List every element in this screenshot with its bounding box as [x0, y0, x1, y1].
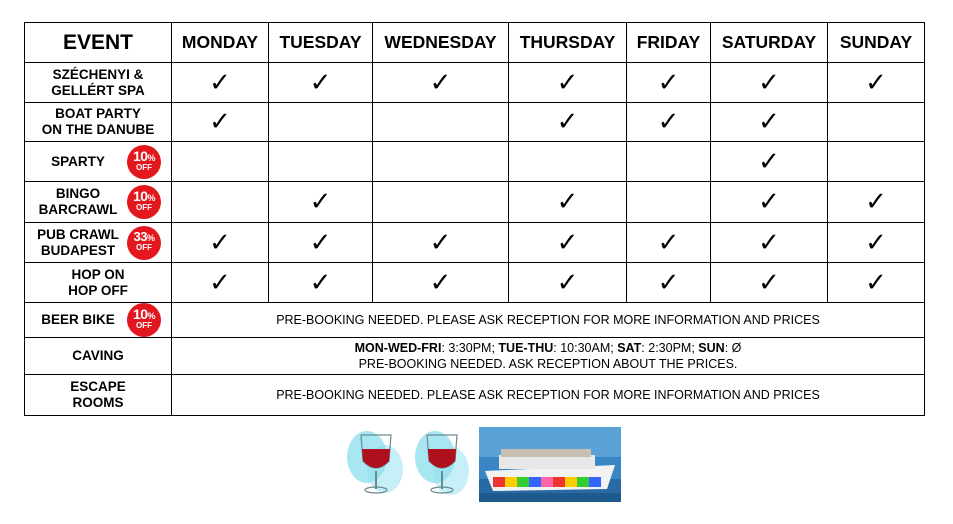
- caving-price-note: PRE-BOOKING NEEDED. ASK RECEPTION ABOUT THE PRICES.: [358, 357, 738, 371]
- day-cell: [269, 263, 373, 303]
- event-label-line1: PUB CRAWL: [37, 226, 119, 242]
- day-header-wednesday: WEDNESDAY: [373, 23, 509, 63]
- day-cell: [269, 63, 373, 103]
- day-cell: [269, 223, 373, 263]
- checkmark-icon: ✓: [865, 187, 887, 217]
- day-cell: [509, 103, 627, 142]
- escape-row: [25, 375, 925, 416]
- checkmark-icon: ✓: [209, 67, 231, 98]
- caving-time: : Ø: [724, 341, 742, 355]
- event-label-line1: SPARTY: [51, 153, 105, 169]
- checkmark-icon: ✓: [657, 227, 680, 258]
- day-cell: [711, 63, 828, 103]
- checkmark-icon: ✓: [429, 67, 452, 98]
- day-cell: [828, 223, 925, 263]
- percent-sign: %: [146, 232, 155, 243]
- checkmark-icon: ✓: [758, 227, 780, 258]
- checkmark-icon: ✓: [758, 267, 780, 298]
- discount-badge: [127, 226, 161, 260]
- day-cell: [627, 63, 711, 103]
- event-label-line1: BOAT PARTY: [55, 106, 141, 121]
- checkmark-icon: ✓: [758, 146, 780, 177]
- event-row: [25, 103, 925, 142]
- day-cell: [627, 142, 711, 182]
- event-label-line1: HOP ON: [71, 266, 125, 282]
- day-cell: [509, 63, 627, 103]
- checkmark-icon: ✓: [209, 227, 231, 258]
- day-cell: [373, 103, 509, 142]
- party-boat-image: [479, 427, 621, 502]
- caving-time: : 10:30AM;: [553, 341, 618, 355]
- checkmark-icon: ✓: [556, 67, 579, 98]
- checkmark-icon: ✓: [309, 187, 332, 217]
- day-cell: [828, 182, 925, 223]
- checkmark-icon: ✓: [657, 107, 680, 137]
- day-header-friday: FRIDAY: [627, 23, 711, 63]
- caving-note: [172, 338, 925, 375]
- day-cell: [172, 223, 269, 263]
- escape-note: PRE-BOOKING NEEDED. PLEASE ASK RECEPTION FOR MORE INFORMATION AND PRICES: [172, 375, 925, 416]
- day-cell: [627, 103, 711, 142]
- event-name: [25, 375, 172, 416]
- event-name: [25, 103, 172, 142]
- event-name: [25, 303, 172, 338]
- day-cell: [269, 142, 373, 182]
- off-label: OFF: [136, 321, 152, 330]
- event-label-line1: SZÉCHENYI &: [52, 66, 144, 82]
- day-cell: [509, 263, 627, 303]
- event-row: [25, 263, 925, 303]
- day-header-thursday: THURSDAY: [509, 23, 627, 63]
- checkmark-icon: ✓: [209, 107, 231, 137]
- discount-value: 33: [133, 228, 147, 244]
- day-cell: [828, 63, 925, 103]
- checkmark-icon: ✓: [556, 107, 579, 137]
- day-cell: [373, 182, 509, 223]
- checkmark-icon: ✓: [309, 267, 332, 298]
- day-cell: [269, 182, 373, 223]
- event-name: [25, 63, 172, 103]
- event-name: [25, 223, 172, 263]
- day-cell: [373, 263, 509, 303]
- caving-schedule: [355, 341, 742, 355]
- day-cell: [269, 103, 373, 142]
- checkmark-icon: ✓: [865, 267, 887, 298]
- checkmark-icon: ✓: [865, 227, 887, 258]
- day-cell: [627, 223, 711, 263]
- caving-label: CAVING: [25, 338, 172, 375]
- event-header: EVENT: [25, 23, 172, 63]
- wine-glass-icon: [345, 427, 407, 502]
- day-cell: [172, 103, 269, 142]
- header-row: [25, 23, 925, 63]
- day-header-monday: MONDAY: [172, 23, 269, 63]
- day-header-sunday: SUNDAY: [828, 23, 925, 63]
- day-cell: [509, 182, 627, 223]
- percent-sign: %: [147, 193, 156, 203]
- event-row: [25, 142, 925, 182]
- checkmark-icon: ✓: [556, 187, 579, 217]
- percent-sign: %: [147, 311, 156, 321]
- checkmark-icon: ✓: [309, 227, 332, 258]
- day-cell: [509, 223, 627, 263]
- caving-day: SUN: [698, 341, 725, 355]
- caving-day: TUE-THU: [498, 341, 554, 355]
- schedule-table: [24, 22, 925, 416]
- caving-row: [25, 338, 925, 375]
- caving-day: SAT: [617, 341, 642, 355]
- caving-time: : 3:30PM;: [441, 341, 499, 355]
- day-cell: [711, 103, 828, 142]
- checkmark-icon: ✓: [865, 67, 887, 98]
- day-cell: [828, 142, 925, 182]
- discount-value: 10: [132, 188, 148, 204]
- off-label: OFF: [136, 242, 152, 252]
- event-label-line2: BARCRAWL: [38, 202, 118, 217]
- checkmark-icon: ✓: [429, 227, 452, 258]
- beer-bike-row: [25, 303, 925, 338]
- day-cell: [373, 142, 509, 182]
- event-name: [25, 263, 172, 303]
- event-label-line1: ESCAPE: [70, 379, 126, 394]
- day-cell: [711, 263, 828, 303]
- off-label: OFF: [136, 162, 152, 172]
- event-name: [25, 182, 172, 223]
- checkmark-icon: ✓: [429, 267, 452, 298]
- beer-bike-label: BEER BIKE: [41, 312, 115, 327]
- off-label: OFF: [136, 203, 152, 212]
- checkmark-icon: ✓: [758, 67, 780, 98]
- event-label-line2: HOP OFF: [68, 282, 128, 298]
- day-cell: [711, 182, 828, 223]
- event-row: [25, 182, 925, 223]
- percent-sign: %: [147, 152, 156, 163]
- discount-value: 10: [132, 147, 148, 164]
- day-cell: [172, 142, 269, 182]
- checkmark-icon: ✓: [758, 107, 780, 137]
- checkmark-icon: ✓: [758, 187, 780, 217]
- discount-value: 10: [132, 306, 148, 322]
- day-cell: [828, 263, 925, 303]
- day-cell: [711, 223, 828, 263]
- day-cell: [711, 142, 828, 182]
- event-label-line1: BINGO: [55, 186, 101, 201]
- checkmark-icon: ✓: [657, 67, 680, 98]
- event-label-line2: BUDAPEST: [40, 242, 116, 258]
- event-label-line2: ON THE DANUBE: [41, 122, 155, 137]
- day-cell: [172, 63, 269, 103]
- event-row: [25, 63, 925, 103]
- discount-badge: [127, 185, 161, 219]
- day-cell: [172, 182, 269, 223]
- checkmark-icon: ✓: [657, 267, 680, 298]
- event-label-line2: GELLÉRT SPA: [51, 82, 145, 98]
- checkmark-icon: ✓: [309, 67, 332, 98]
- day-cell: [627, 263, 711, 303]
- caving-time: : 2:30PM;: [641, 341, 699, 355]
- checkmark-icon: ✓: [556, 267, 579, 298]
- event-row: [25, 223, 925, 263]
- day-cell: [828, 103, 925, 142]
- event-name: [25, 142, 172, 182]
- day-cell: [627, 182, 711, 223]
- beer-bike-note: PRE-BOOKING NEEDED. PLEASE ASK RECEPTION FOR MORE INFORMATION AND PRICES: [172, 303, 925, 338]
- checkmark-icon: ✓: [556, 227, 579, 258]
- day-cell: [172, 263, 269, 303]
- day-header-saturday: SATURDAY: [711, 23, 828, 63]
- caving-day: MON-WED-FRI: [354, 341, 442, 355]
- wine-glass-icon: [411, 427, 473, 502]
- day-cell: [509, 142, 627, 182]
- discount-badge: [127, 303, 161, 337]
- discount-badge: [127, 145, 161, 179]
- day-header-tuesday: TUESDAY: [269, 23, 373, 63]
- day-cell: [373, 63, 509, 103]
- day-cell: [373, 223, 509, 263]
- checkmark-icon: ✓: [209, 267, 231, 298]
- event-label-line2: ROOMS: [72, 395, 124, 410]
